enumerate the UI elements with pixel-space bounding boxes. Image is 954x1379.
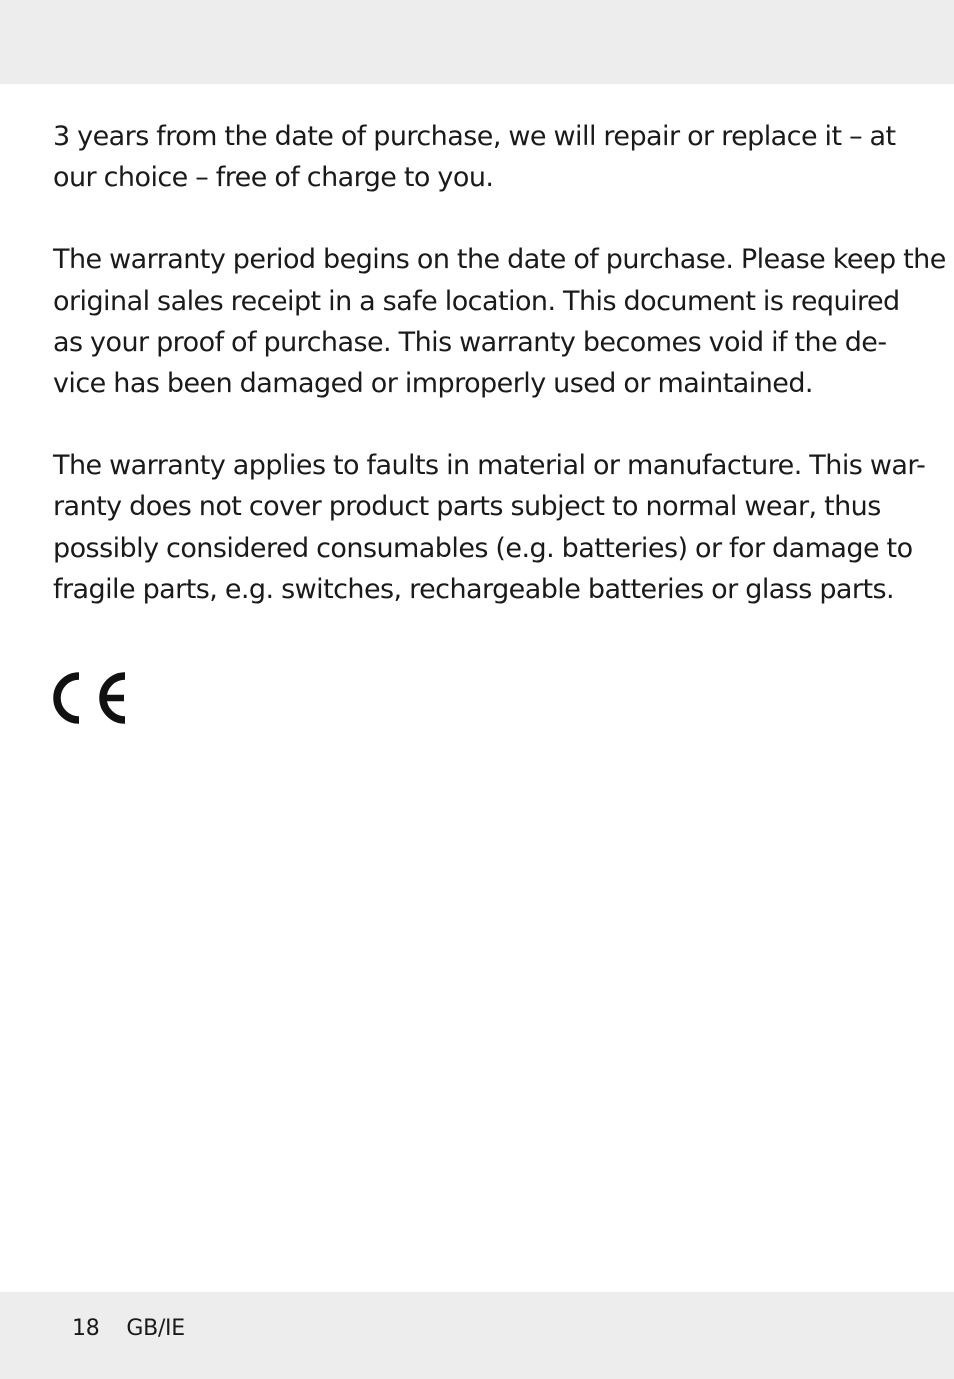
paragraph-line: The warranty period begins on the date of purchase. Please keep the (53, 244, 946, 276)
warranty-paragraph-1 (53, 116, 909, 198)
page-number: 18 (72, 1316, 100, 1341)
paragraph-line: as your proof of purchase. This warranty becomes void if the de- (53, 326, 887, 358)
paragraph-line: 3 years from the date of purchase, we will repair or replace it – at (53, 121, 896, 152)
paragraph-line: vice has been damaged or improperly used or maintained. (53, 368, 813, 400)
header-band (0, 0, 954, 84)
paragraph-line: our choice – free of charge to you. (53, 162, 494, 194)
paragraph-line: ranty does not cover product parts subject to normal wear, thus (53, 491, 881, 523)
paragraph-line: The warranty applies to faults in material or manufacture. This war- (53, 450, 926, 482)
warranty-paragraph-3 (53, 445, 926, 610)
paragraph-line: original sales receipt in a safe location. This document is required (53, 285, 900, 317)
page-footer (72, 1316, 185, 1341)
ce-mark-icon (53, 672, 129, 724)
warranty-paragraph-2 (53, 239, 946, 404)
paragraph-line: fragile parts, e.g. switches, rechargeable batteries or glass parts. (53, 573, 895, 605)
document-body (53, 116, 946, 610)
paragraph-line: possibly considered consumables (e.g. batteries) or for damage to (53, 532, 913, 564)
region-code: GB/IE (126, 1316, 185, 1341)
